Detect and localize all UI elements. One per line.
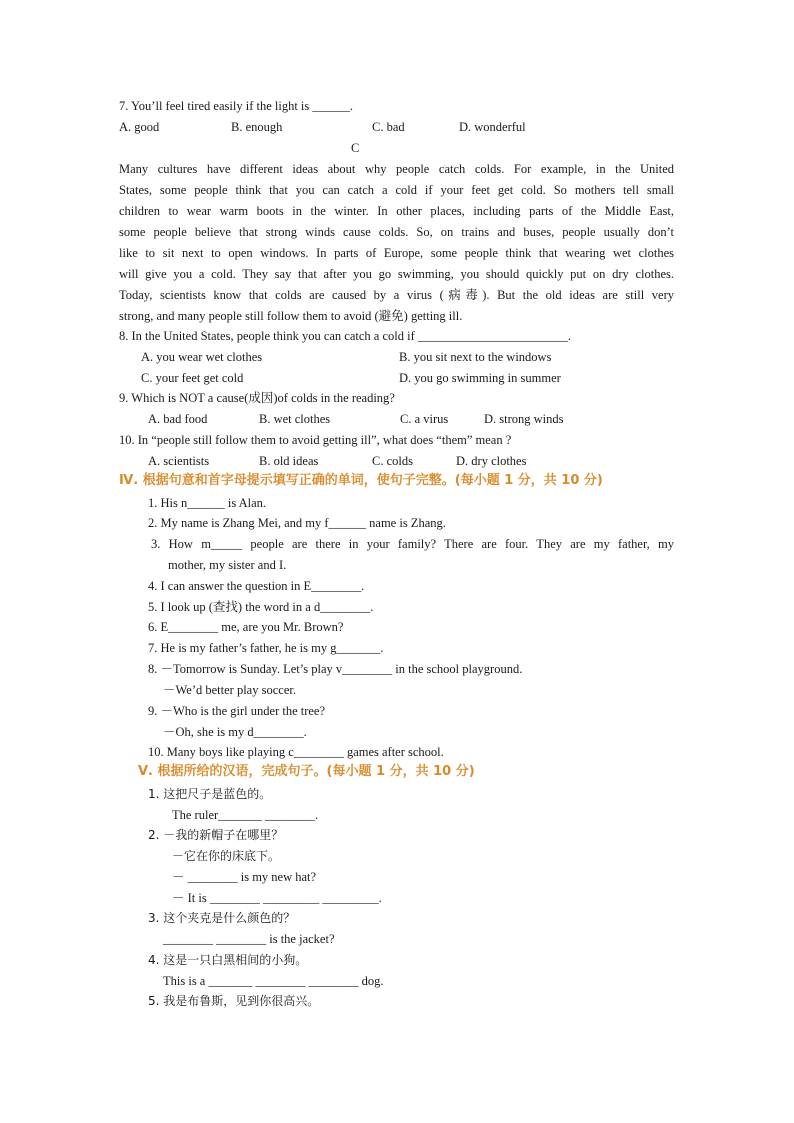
q10-option-d: D. dry clothes [456,454,527,468]
fill-item: 7. He is my father’s father, he is my g_______. [148,641,384,655]
passage-line: children to wear warm boots in the winter. In other places, including parts of the Middle East, [119,204,674,218]
q9-stem: 9. Which is NOT a cause(成因)of colds in the reading? [119,391,395,405]
translate-answer: This is a _______ ________ ________ dog. [163,974,384,988]
q7-option-d: D. wonderful [459,120,526,134]
fill-item-reply: －We’d better play soccer. [163,683,296,697]
translate-answer: The ruler_______ ________. [172,808,319,822]
q9-option-d: D. strong winds [484,412,564,426]
passage-label: C [351,141,360,155]
passage-line: States, some people think that you can catch a cold if your feet get cold. So mothers tell small [119,183,674,197]
section-4-heading: Ⅳ. 根据句意和首字母提示填写正确的单词，使句子完整。(每小题 1 分，共 10 分) [119,473,603,488]
fill-item: 5. I look up (查找) the word in a d________. [148,600,374,614]
q10-option-b: B. old ideas [259,454,319,468]
fill-item: 6. E________ me, are you Mr. Brown? [148,620,344,634]
q8-option-a: A. you wear wet clothes [141,350,263,364]
passage-line: like to sit next to open windows. In parts of Europe, some people think that wearing wet clothes [119,246,674,260]
passage-line: some people believe that strong winds cause colds. So, on trains and buses, people usually don’t [119,225,674,239]
q7-option-a: A. good [119,120,160,134]
q8-option-c: C. your feet get cold [141,371,244,385]
passage-line: strong, and many people still follow them to avoid (避免) getting ill. [119,309,463,323]
q8-stem: 8. In the United States, people think you can catch a cold if ________________________. [119,329,571,343]
translate-prompt: 1. 这把尺子是蓝色的。 [148,787,272,801]
q7-option-b: B. enough [231,120,283,134]
q9-option-c: C. a virus [400,412,449,426]
fill-item: 9. －Who is the girl under the tree? [148,704,326,718]
fill-item: 4. I can answer the question in E________. [148,579,365,593]
translate-answer: － ________ is my new hat? [172,870,317,884]
q9-option-b: B. wet clothes [259,412,331,426]
passage-line: Many cultures have different ideas about why people catch colds. For example, in the United [119,162,674,176]
q10-option-c: C. colds [372,454,413,468]
fill-item: 1. His n______ is Alan. [148,496,267,510]
q7-stem: 7. You’ll feel tired easily if the light is ______. [119,99,354,113]
translate-prompt: 4. 这是一只白黑相间的小狗。 [148,953,308,967]
translate-prompt: 2. －我的新帽子在哪里？ [148,828,284,842]
fill-item: 10. Many boys like playing c________ games after school. [148,745,444,759]
passage-line: Today, scientists know that colds are caused by a virus (病毒). But the old ideas are still very [119,288,674,302]
q8-option-d: D. you go swimming in summer [399,371,561,385]
translate-prompt: －它在你的床底下。 [172,849,281,863]
q9-option-a: A. bad food [148,412,208,426]
translate-answer: ________ ________ is the jacket? [163,932,335,946]
q10-stem: 10. In “people still follow them to avoid getting ill”, what does “them” mean ? [119,433,512,447]
translate-prompt: 3. 这个夹克是什么颜色的？ [148,911,296,925]
translate-prompt: 5. 我是布鲁斯，见到你很高兴。 [148,994,320,1008]
passage-line: will give you a cold. They say that after you go swimming, you should quickly put on dry clothes. [119,267,674,281]
fill-item-continued: mother, my sister and I. [168,558,287,572]
q7-option-c: C. bad [372,120,405,134]
translate-answer: － It is ________ _________ _________. [172,891,382,905]
fill-item: 3. How m_____ people are there in your family? There are four. They are my father, my [151,537,674,551]
section-5-heading: Ⅴ. 根据所给的汉语，完成句子。(每小题 1 分，共 10 分) [138,764,475,779]
q8-option-b: B. you sit next to the windows [399,350,552,364]
q10-option-a: A. scientists [148,454,210,468]
fill-item-reply: －Oh, she is my d________. [163,725,307,739]
fill-item: 8. －Tomorrow is Sunday. Let’s play v________ in the school playground. [148,662,523,676]
fill-item: 2. My name is Zhang Mei, and my f______ name is Zhang. [148,516,446,530]
